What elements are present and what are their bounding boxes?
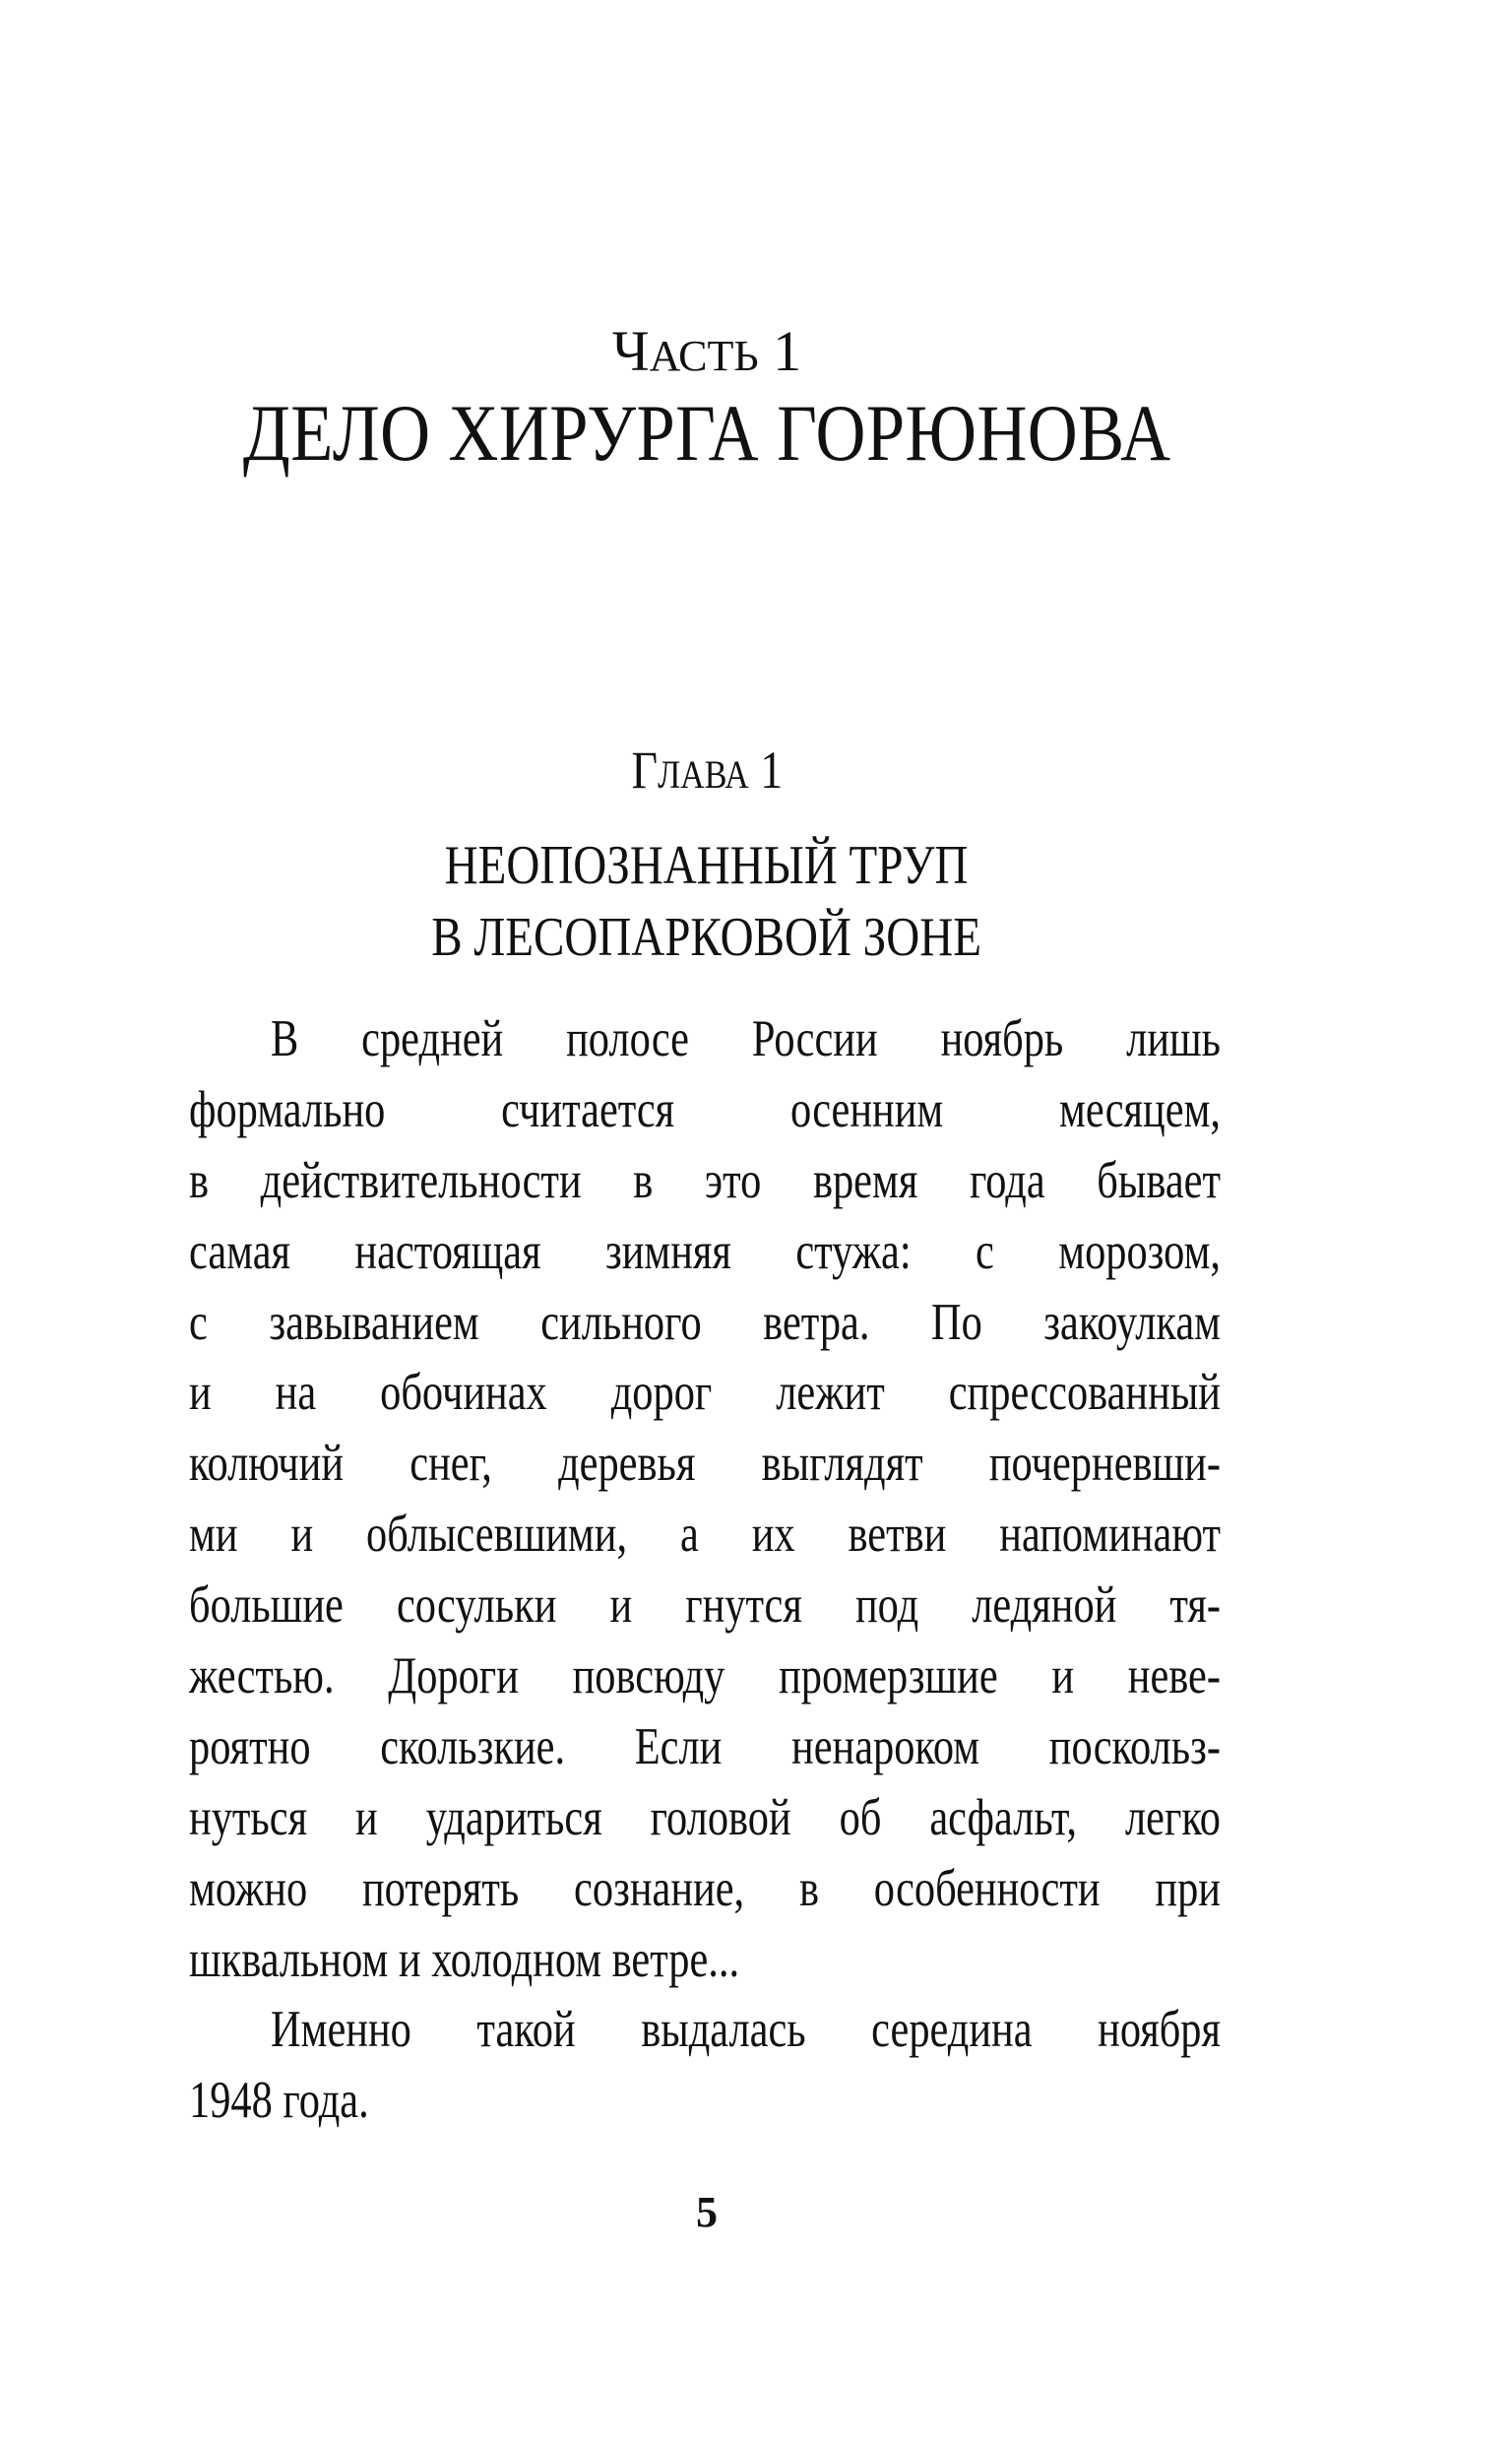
chapter-label-smallcaps: ЛАВА <box>657 752 749 797</box>
text-line: Именно такой выдалась середина ноября <box>271 2001 1221 2059</box>
paragraph <box>189 1995 1221 2137</box>
part-label-initial: Ч <box>611 319 650 383</box>
text-line: жестью. Дороги повсюду промерзшие и неве- <box>189 1647 1221 1705</box>
text-line: шквальном и холодном ветре... <box>189 1930 740 1988</box>
text-line: самая настоящая зимняя стужа: с морозом, <box>189 1222 1221 1280</box>
part-label <box>0 317 1414 391</box>
chapter-label-initial: Г <box>631 740 658 800</box>
text-line: 1948 года. <box>189 2072 369 2130</box>
paragraph <box>189 1004 1221 1995</box>
text-line: роятно скользкие. Если ненароком поскольз- <box>189 1717 1221 1775</box>
text-line: в действительности в это время года бывает <box>189 1151 1221 1209</box>
text-line: В средней полосе России ноябрь лишь <box>271 1010 1221 1067</box>
part-title-text: ДЕЛО ХИРУРГА ГОРЮНОВА <box>242 388 1171 478</box>
page-number: 5 <box>696 2188 718 2236</box>
part-title <box>0 386 1414 481</box>
chapter-label <box>0 740 1414 804</box>
chapter-number: 1 <box>759 740 783 800</box>
text-line: с завыванием сильного ветра. По закоулкам <box>189 1293 1221 1351</box>
part-label-smallcaps: АСТЬ <box>649 332 759 380</box>
chapter-title-line: В ЛЕСОПАРКОВОЙ ЗОНЕ <box>431 907 982 968</box>
text-line: колючий снег, деревья выглядят почерневши- <box>189 1435 1221 1493</box>
text-line: формально считается осенним месяцем, <box>189 1080 1221 1138</box>
text-line: большие сосульки и гнутся под ледяной тя- <box>189 1576 1221 1635</box>
text-line: и на обочинах дорог лежит спрессованный <box>189 1364 1221 1422</box>
text-line: нуться и удариться головой об асфальт, легко <box>189 1788 1221 1846</box>
part-number: 1 <box>773 319 802 383</box>
text-line: ми и облысевшими, а их ветви напоминают <box>189 1506 1221 1564</box>
body-text <box>189 1004 1221 2137</box>
chapter-title-line: НЕОПОЗНАННЫЙ ТРУП <box>445 835 969 896</box>
text-line: можно потерять сознание, в особенности при <box>189 1859 1221 1917</box>
